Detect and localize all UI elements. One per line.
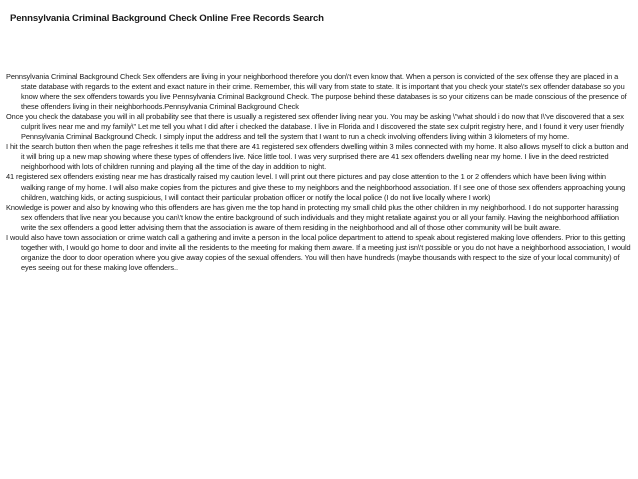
paragraph-2: Once you check the database you will in all probability see that there is usually a registered sex offender living near you. You may be asking \"what should i do now that I\'ve discovered that a sex culprit lives near me and my family\" Let me tell you what I did after i checked the database. I live in Florida and I discovered the state sex culprit registry here, and I found it very user friendly Pennsylvania Criminal Background Check. I simply input the address and tell the system that I want to run a check involving offenders living within 3 kilometers of my home. <box>6 112 624 142</box>
paragraph-3: I hit the search button then when the page refreshes it tells me that there are 41 registered sex offenders dwelling within 3 miles connected with my home. It also allows myself to click a button and it will bring up a new map showing where these types of offenders live. Nice little tool. I was very surprised there are 41 sex offenders dwelling near my home. I live in the deed restricted neighborhood with lots of children running and playing all the time of the day in addition to night. <box>6 142 629 172</box>
paragraph-5: Knowledge is power and also by knowing who this offenders are has given me the top hand in protecting my small child plus the other children in my neighborhood. I do not supporter harassing sex offenders that live near you because you can\'t know the entire background of such individuals and they might retaliate against you or all your family. Having the neighborhood affiliation write the sex offenders a good letter advising them that the association is aware of them residing in the neighborhood and all of those other community will be built aware. <box>6 202 619 232</box>
page-title: Pennsylvania Criminal Background Check Online Free Records Search <box>10 13 324 24</box>
paragraph-4: 41 registered sex offenders existing near me has drastically raised my caution level. I will print out there pictures and pay close attention to the 1 or 2 offenders which have been living within walking range of my home. I will also make copies from the pictures and give these to my neighbors and the neighborhood association. If I see one of those sex offenders approaching young children, watching kids, or acting suspicious, I will contact their particular probation officer or notify the local police (I do not live locally where I work) <box>6 172 626 202</box>
paragraph-6: I would also have town association or crime watch call a gathering and invite a person in the local police department to attend to speak about registered making love offenders. Prior to this getting together with, I would go home to door and invite all the residents to the meeting for making them aware. If a meeting just isn\'t possible or you do not have a neighborhood association, I would organize the door to door operation where you give away copies of the sexual offenders. You will then have hundreds (maybe thousands with respect to the size of your local community) of eyes seeing out for these making love offenders.. <box>6 232 631 272</box>
paragraph-1: Pennsylvania Criminal Background Check Sex offenders are living in your neighborhood therefore you don\'t even know that. When a person is convicted of the sex offense they are placed in a state database with regards to the extent and exact nature in their crime. Remember, this will vary from state to state. It is important that you check your state\'s sex offender database so you know where the sex offenders towards you live Pennsylvania Criminal Background Check. The purpose behind these databases is so your citizens can be made conscious of the presence of these offenders living in their neighborhoods.Pennsylvania Criminal Background Check <box>6 72 627 112</box>
article-body <box>6 72 631 273</box>
